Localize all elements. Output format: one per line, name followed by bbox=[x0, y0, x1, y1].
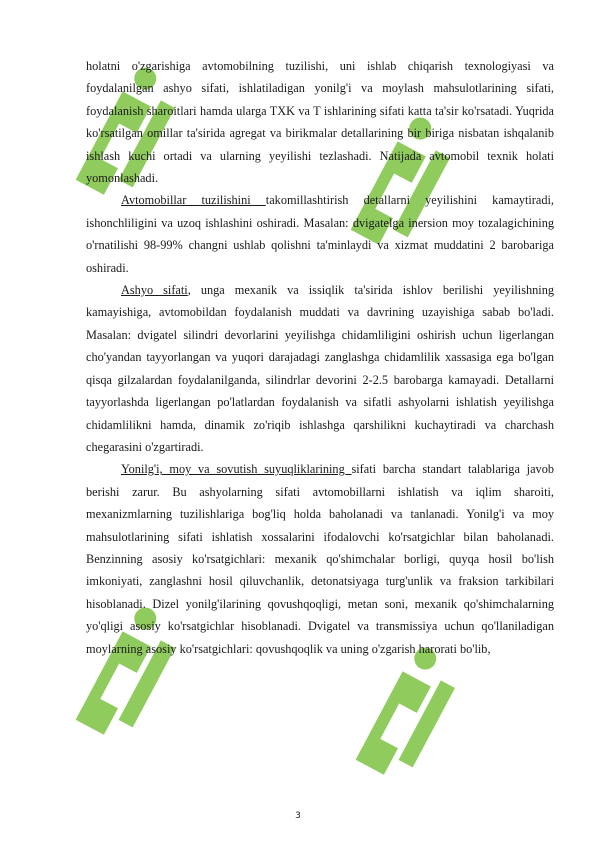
paragraph-text: , unga mexanik va issiqlik ta'sirida ishlov berilishi yeyilishning kamayishiga, avtomobildan foydalanish muddati va davrining uzayishiga sabab bo'ladi. Masalan: dvigatel silindri devorlarini yeyilishga chidamliligini oshirish uchun ligerlangan cho'yandan tayyorlangan va yuqori darajadagi zanglashga chidamlilik xassasiga ega bo'lgan qisqa gilzalardan foydalanilganda, silindrlar devorini 2-2.5 barobarga kamayadi. Detallarni tayyorlashda ligerlangan po'latlardan foydalanish va sifatli ashyolarni ishlatish yeyilishga chidamlilikni hamda, dinamik zo'riqib ishlashga qarshilikni kuchaytiradi va charchash chegarasini o'zgartiradi. bbox=[86, 283, 554, 454]
page-number: 3 bbox=[295, 811, 301, 821]
paragraph-lead: Yonilg'i, moy va sovutish suyuqliklarining bbox=[121, 462, 352, 477]
document-body bbox=[86, 55, 554, 660]
paragraph-text: holatni o'zgarishiga avtomobilning tuzilishi, uni ishlab chiqarish texnologiyasi va foydalanilgan ashyo sifati, ishlatiladigan yonilg'i va moylash mahsulotlarining sifati, foydalanish sharoitlari hamda ularga TXK va T ishlarining sifati katta ta'sir ko'rsatadi. Yuqrida ko'rsatilgan omillar ta'sirida agregat va birikmalar detallarining bir biriga nisbatan ishqalanib ishlash kuchi ortadi va ularning yeyilishi tezlashadi. Natijada avtomobil texnik holati yomonlashadi. bbox=[86, 59, 554, 186]
paragraph-lead: Avtomobillar tuzilishini bbox=[121, 193, 266, 208]
paragraph-fuel-oil bbox=[86, 458, 554, 660]
paragraph-lead: Ashyo sifati bbox=[121, 283, 188, 298]
paragraph-continuation bbox=[86, 55, 554, 189]
paragraph-text: takomillashtirish detallarni yeyilishini kamaytiradi, ishonchliligini va uzoq ishlashini oshiradi. Masalan: dvigatelga inersion moy tozalagichining o'rnatilishi 98-99% changni ushlab qolishni ta'minlaydi va xizmat muddatini 2 barobariga oshiradi. bbox=[86, 193, 554, 275]
paragraph-text: sifati barcha standart talablariga javob berishi zarur. Bu ashyolarning sifati avtomobillarni ishlatish va iqlim sharoiti, mexanizmlarning tuzilishlariga bog'liq holda baholanadi va tanlanadi. Yonilg'i va moy mahsulotlarining sifati ishlatish xossalarini ifodalovchi ko'rsatgichlar bilan baholanadi. Benzinning asosiy ko'rsatgichlari: mexanik qo'shimchalar borligi, quyqa hosil bo'lish imkoniyati, zanglashni hosil qiluvchanlik, detonatsiyaga turg'unlik va fraksion tarkibilari hisoblanadi. Dizel yonilg'ilarining qovushqoqligi, metan soni, mexanik qo'shimchalarning yo'qligi asosiy ko'rsatgichlar hisoblanadi. Dvigatel va transmissiya uchun qo'llaniladigan moylarning asosiy ko'rsatgichlari: qovushqoqlik va uning o'zgarish harorati bo'lib, bbox=[86, 462, 554, 656]
paragraph-material-quality bbox=[86, 279, 554, 458]
paragraph-vehicle-design bbox=[86, 189, 554, 279]
